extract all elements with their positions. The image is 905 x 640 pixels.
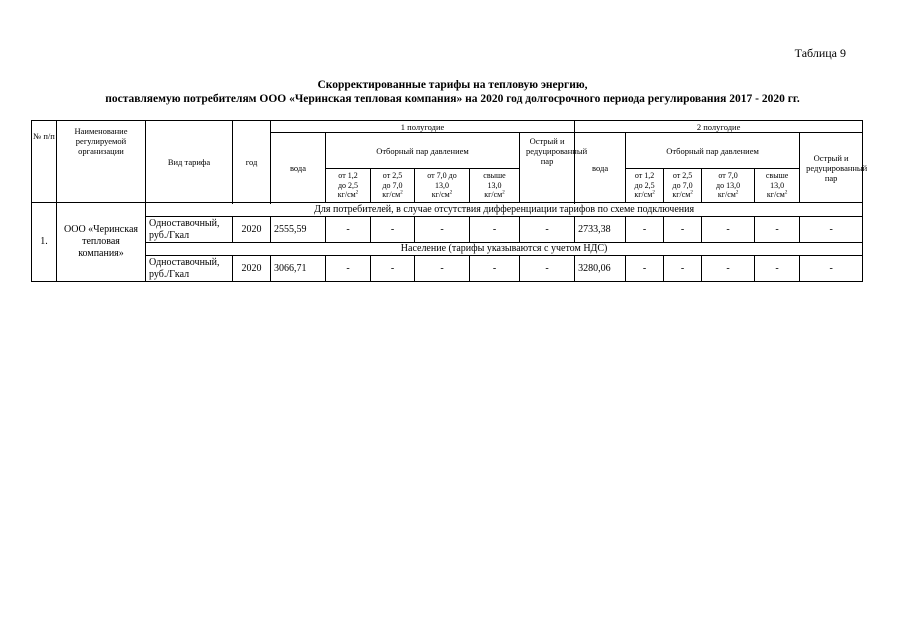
header-h2-water: вода — [575, 133, 626, 203]
header-h2-pressure-4: свыше 13,0 $кг/см^2$ — [755, 169, 800, 203]
h2-sharp-value: - — [800, 217, 863, 243]
header-h1-pressure-3: от 7,0 до 13,0 $кг/см^2$ — [415, 169, 470, 203]
header-h2-sharp-steam: Острый и редуцированный пар — [800, 133, 863, 203]
h1-p3-value: - — [415, 256, 470, 282]
header-tariff-type: Вид тарифа — [146, 121, 233, 203]
h2-p2-value: - — [664, 217, 702, 243]
header-h2-pressure-2: от 2,5 до 7,0 $кг/см^2$ — [664, 169, 702, 203]
header-h2-steam-pressure: Отборный пар давлением — [626, 133, 800, 169]
h1-water-value: 3066,71 — [271, 256, 326, 282]
h1-p2-value: - — [371, 217, 415, 243]
h2-water-value: 2733,38 — [575, 217, 626, 243]
header-h2-pressure-1: от 1,2 до 2,5 $кг/см^2$ — [626, 169, 664, 203]
organization-name: ООО «Черинская тепловая компания» — [57, 203, 146, 282]
title-line-1: Скорректированные тарифы на тепловую энергию, — [317, 79, 588, 91]
year: 2020 — [233, 256, 271, 282]
h2-p4-value: - — [755, 217, 800, 243]
h1-p3-value: - — [415, 217, 470, 243]
table-number: Таблица 9 — [794, 46, 846, 60]
h2-p3-value: - — [702, 256, 755, 282]
h2-sharp-value: - — [800, 256, 863, 282]
tariff-type: Одноставочный, руб./Гкал — [146, 217, 233, 243]
header-h1-steam-pressure: Отборный пар давлением — [326, 133, 520, 169]
h1-sharp-value: - — [520, 256, 575, 282]
tariff-table — [31, 120, 868, 282]
tariff-type: Одноставочный, руб./Гкал — [146, 256, 233, 282]
title-line-2: поставляемую потребителям ООО «Черинская тепловая компания» на 2020 год долгосрочного периода регулирования 2017 - 2020 гг. — [105, 93, 800, 105]
h1-water-value: 2555,59 — [271, 217, 326, 243]
h2-p3-value: - — [702, 217, 755, 243]
h1-sharp-value: - — [520, 217, 575, 243]
header-year: год — [233, 121, 271, 203]
h2-p2-value: - — [664, 256, 702, 282]
h2-p1-value: - — [626, 256, 664, 282]
header-h1-sharp-steam: Острый и редуцированный пар — [520, 133, 575, 203]
header-h1-pressure-2: от 2,5 до 7,0 $кг/см^2$ — [371, 169, 415, 203]
table-row — [32, 256, 863, 282]
h1-p4-value: - — [470, 256, 520, 282]
h2-p4-value: - — [755, 256, 800, 282]
h1-p1-value: - — [326, 256, 371, 282]
year: 2020 — [233, 217, 271, 243]
table-row — [32, 217, 863, 243]
header-half-2: 2 полугодие — [575, 121, 863, 133]
h2-water-value: 3280,06 — [575, 256, 626, 282]
header-h1-pressure-1: от 1,2 до 2,5 $кг/см^2$ — [326, 169, 371, 203]
header-half-1: 1 полугодие — [271, 121, 575, 133]
h2-p1-value: - — [626, 217, 664, 243]
document-title — [0, 78, 905, 106]
header-h2-pressure-3: от 7,0 до 13,0 $кг/см^2$ — [702, 169, 755, 203]
header-h1-water: вода — [271, 133, 326, 203]
row-number: 1. — [32, 203, 57, 282]
header-organization: Наименование регулируемой организации — [57, 121, 146, 203]
section-population: Население (тарифы указываются с учетом НДС) — [146, 243, 863, 256]
header-h1-pressure-4: свыше 13,0 $кг/см^2$ — [470, 169, 520, 203]
header-number: № п/п — [32, 121, 57, 203]
h1-p1-value: - — [326, 217, 371, 243]
h1-p2-value: - — [371, 256, 415, 282]
section-no-differentiation: Для потребителей, в случае отсутствия дифференциации тарифов по схеме подключения — [146, 203, 863, 217]
h1-p4-value: - — [470, 217, 520, 243]
